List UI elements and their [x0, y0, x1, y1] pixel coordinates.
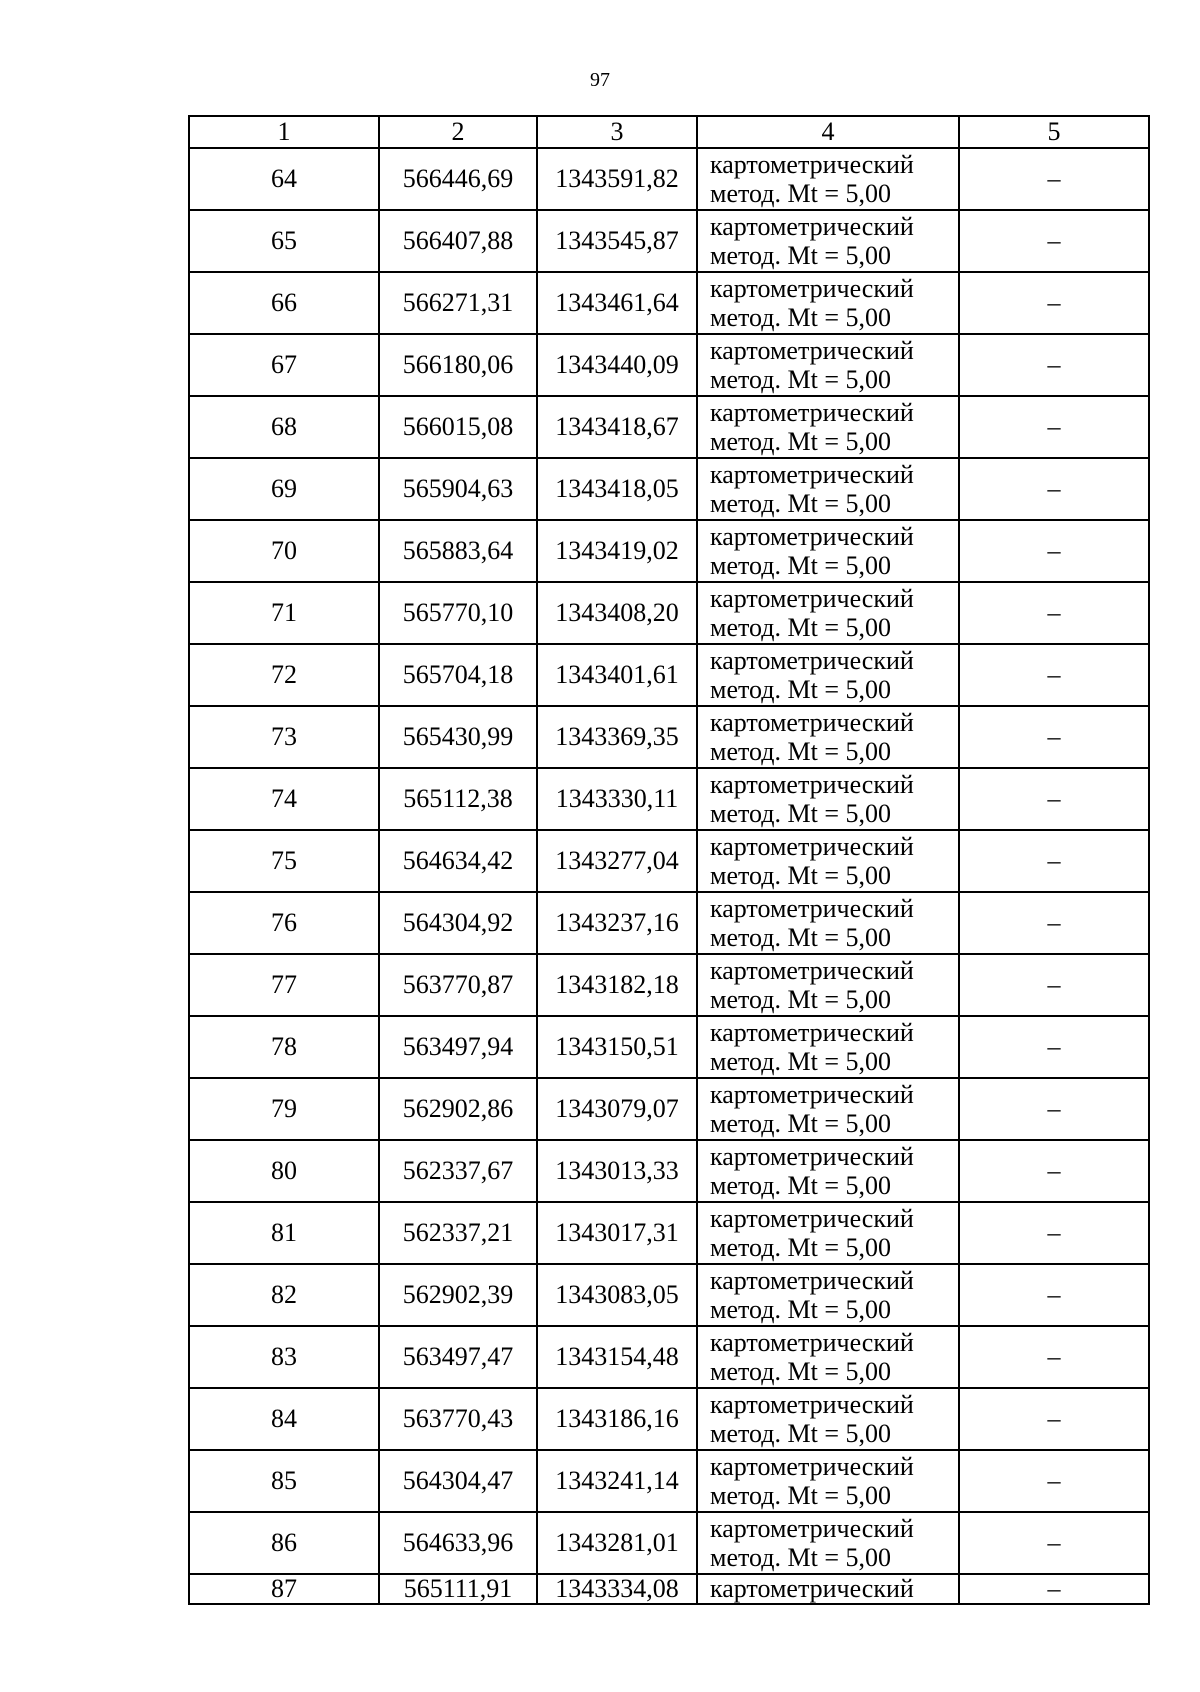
- method-text-line-2: метод. Mt = 5,00: [710, 1295, 891, 1324]
- note-cell: –: [959, 892, 1149, 954]
- table-row: [189, 1326, 1149, 1388]
- x-coordinate-cell: 565883,64: [379, 520, 537, 582]
- table-row: [189, 1388, 1149, 1450]
- x-coordinate-cell: 564634,42: [379, 830, 537, 892]
- method-cell: [697, 458, 959, 520]
- point-number-cell: 85: [189, 1450, 379, 1512]
- x-coordinate-cell: 563770,87: [379, 954, 537, 1016]
- point-number-cell: 78: [189, 1016, 379, 1078]
- x-coordinate-cell: 565430,99: [379, 706, 537, 768]
- method-cell: [697, 1016, 959, 1078]
- method-cell: [697, 582, 959, 644]
- y-coordinate-cell: 1343369,35: [537, 706, 697, 768]
- table-body: [189, 148, 1149, 1604]
- x-coordinate-cell: 563497,47: [379, 1326, 537, 1388]
- method-text-line-1: картометрический: [710, 1266, 914, 1295]
- method-cell: [697, 830, 959, 892]
- x-coordinate-cell: 565904,63: [379, 458, 537, 520]
- y-coordinate-cell: 1343419,02: [537, 520, 697, 582]
- y-coordinate-cell: 1343401,61: [537, 644, 697, 706]
- note-cell: –: [959, 210, 1149, 272]
- table-row: [189, 1016, 1149, 1078]
- x-coordinate-cell: 563497,94: [379, 1016, 537, 1078]
- x-coordinate-cell: 564304,92: [379, 892, 537, 954]
- x-coordinate-cell: 562337,67: [379, 1140, 537, 1202]
- method-cell: [697, 1450, 959, 1512]
- x-coordinate-cell: 566015,08: [379, 396, 537, 458]
- method-cell: [697, 210, 959, 272]
- y-coordinate-cell: 1343330,11: [537, 768, 697, 830]
- y-coordinate-cell: 1343154,48: [537, 1326, 697, 1388]
- point-number-cell: 65: [189, 210, 379, 272]
- note-cell: –: [959, 1512, 1149, 1574]
- method-text-line-2: метод. Mt = 5,00: [710, 427, 891, 456]
- y-coordinate-cell: 1343545,87: [537, 210, 697, 272]
- x-coordinate-cell: 563770,43: [379, 1388, 537, 1450]
- note-cell: –: [959, 954, 1149, 1016]
- method-text-line-2: метод. Mt = 5,00: [710, 1481, 891, 1510]
- method-cell: [697, 1388, 959, 1450]
- method-cell: [697, 334, 959, 396]
- table-row: [189, 458, 1149, 520]
- method-cell: [697, 1140, 959, 1202]
- x-coordinate-cell: 566180,06: [379, 334, 537, 396]
- table-row: [189, 830, 1149, 892]
- point-number-cell: 83: [189, 1326, 379, 1388]
- method-cell: [697, 706, 959, 768]
- method-text-line-1: картометрический: [710, 708, 914, 737]
- method-text-line-2: метод. Mt = 5,00: [710, 1109, 891, 1138]
- y-coordinate-cell: 1343418,67: [537, 396, 697, 458]
- method-text-line-1: картометрический: [710, 956, 914, 985]
- y-coordinate-cell: 1343591,82: [537, 148, 697, 210]
- table-row: [189, 396, 1149, 458]
- note-cell: –: [959, 1450, 1149, 1512]
- y-coordinate-cell: 1343186,16: [537, 1388, 697, 1450]
- page-number: 97: [590, 69, 610, 91]
- column-header-4: 4: [697, 116, 959, 148]
- method-text-line-1: картометрический: [710, 770, 914, 799]
- table-row: [189, 148, 1149, 210]
- table-row: [189, 644, 1149, 706]
- y-coordinate-cell: 1343408,20: [537, 582, 697, 644]
- method-text-line-2: метод. Mt = 5,00: [710, 799, 891, 828]
- table-header: [189, 116, 1149, 148]
- method-cell: [697, 644, 959, 706]
- method-text-line-2: метод. Mt = 5,00: [710, 985, 891, 1014]
- method-cell: [697, 1512, 959, 1574]
- y-coordinate-cell: 1343241,14: [537, 1450, 697, 1512]
- y-coordinate-cell: 1343334,08: [537, 1574, 697, 1604]
- point-number-cell: 75: [189, 830, 379, 892]
- note-cell: –: [959, 272, 1149, 334]
- point-number-cell: 73: [189, 706, 379, 768]
- column-header-1: 1: [189, 116, 379, 148]
- method-text-line-2: метод. Mt = 5,00: [710, 1047, 891, 1076]
- note-cell: –: [959, 644, 1149, 706]
- point-number-cell: 68: [189, 396, 379, 458]
- x-coordinate-cell: 566271,31: [379, 272, 537, 334]
- method-cell: [697, 520, 959, 582]
- point-number-cell: 76: [189, 892, 379, 954]
- note-cell: –: [959, 1016, 1149, 1078]
- method-text-line-1: картометрический: [710, 1328, 914, 1357]
- y-coordinate-cell: 1343182,18: [537, 954, 697, 1016]
- note-cell: –: [959, 706, 1149, 768]
- table-row: [189, 334, 1149, 396]
- table-row: [189, 1202, 1149, 1264]
- method-text-line-2: метод. Mt = 5,00: [710, 1543, 891, 1572]
- method-text-line-2: метод. Mt = 5,00: [710, 1419, 891, 1448]
- method-text-line-1: картометрический: [710, 522, 914, 551]
- method-text-line-1: картометрический: [710, 398, 914, 427]
- table-row: [189, 1078, 1149, 1140]
- method-text-line-2: метод. Mt = 5,00: [710, 179, 891, 208]
- point-number-cell: 69: [189, 458, 379, 520]
- method-text-line-2: метод. Mt = 5,00: [710, 489, 891, 518]
- note-cell: –: [959, 1078, 1149, 1140]
- table-row: [189, 272, 1149, 334]
- method-cell: [697, 148, 959, 210]
- x-coordinate-cell: 566407,88: [379, 210, 537, 272]
- method-text-line-2: метод. Mt = 5,00: [710, 923, 891, 952]
- table-row: [189, 520, 1149, 582]
- x-coordinate-cell: 562902,39: [379, 1264, 537, 1326]
- method-text-line-1: картометрический: [710, 1574, 914, 1603]
- note-cell: –: [959, 1264, 1149, 1326]
- method-text-line-2: метод. Mt = 5,00: [710, 1171, 891, 1200]
- point-number-cell: 71: [189, 582, 379, 644]
- y-coordinate-cell: 1343440,09: [537, 334, 697, 396]
- point-number-cell: 82: [189, 1264, 379, 1326]
- note-cell: –: [959, 1326, 1149, 1388]
- method-text-line-1: картометрический: [710, 584, 914, 613]
- y-coordinate-cell: 1343418,05: [537, 458, 697, 520]
- point-number-cell: 77: [189, 954, 379, 1016]
- method-text-line-1: картометрический: [710, 1514, 914, 1543]
- x-coordinate-cell: 564633,96: [379, 1512, 537, 1574]
- note-cell: –: [959, 830, 1149, 892]
- note-cell: –: [959, 1574, 1149, 1604]
- y-coordinate-cell: 1343150,51: [537, 1016, 697, 1078]
- note-cell: –: [959, 334, 1149, 396]
- method-text-line-1: картометрический: [710, 1390, 914, 1419]
- point-number-cell: 67: [189, 334, 379, 396]
- point-number-cell: 86: [189, 1512, 379, 1574]
- y-coordinate-cell: 1343237,16: [537, 892, 697, 954]
- point-number-cell: 79: [189, 1078, 379, 1140]
- method-text-line-2: метод. Mt = 5,00: [710, 241, 891, 270]
- method-cell: [697, 892, 959, 954]
- method-text-line-2: метод. Mt = 5,00: [710, 737, 891, 766]
- note-cell: –: [959, 1202, 1149, 1264]
- method-cell: [697, 768, 959, 830]
- method-text-line-1: картометрический: [710, 1142, 914, 1171]
- y-coordinate-cell: 1343461,64: [537, 272, 697, 334]
- note-cell: –: [959, 582, 1149, 644]
- note-cell: –: [959, 1140, 1149, 1202]
- x-coordinate-cell: 565111,91: [379, 1574, 537, 1604]
- point-number-cell: 70: [189, 520, 379, 582]
- table-row: [189, 1574, 1149, 1604]
- method-cell: [697, 1574, 959, 1604]
- table-row: [189, 706, 1149, 768]
- point-number-cell: 87: [189, 1574, 379, 1604]
- y-coordinate-cell: 1343017,31: [537, 1202, 697, 1264]
- x-coordinate-cell: 565112,38: [379, 768, 537, 830]
- table-row: [189, 768, 1149, 830]
- note-cell: –: [959, 396, 1149, 458]
- method-text-line-2: метод. Mt = 5,00: [710, 1233, 891, 1262]
- y-coordinate-cell: 1343281,01: [537, 1512, 697, 1574]
- table-row: [189, 582, 1149, 644]
- method-text-line-2: метод. Mt = 5,00: [710, 303, 891, 332]
- table-row: [189, 1450, 1149, 1512]
- point-number-cell: 64: [189, 148, 379, 210]
- method-text-line-1: картометрический: [710, 832, 914, 861]
- method-text-line-1: картометрический: [710, 1452, 914, 1481]
- method-text-line-2: метод. Mt = 5,00: [710, 613, 891, 642]
- method-text-line-2: метод. Mt = 5,00: [710, 1357, 891, 1386]
- method-cell: [697, 1078, 959, 1140]
- point-number-cell: 80: [189, 1140, 379, 1202]
- method-text-line-1: картометрический: [710, 336, 914, 365]
- point-number-cell: 84: [189, 1388, 379, 1450]
- method-text-line-1: картометрический: [710, 212, 914, 241]
- method-text-line-1: картометрический: [710, 274, 914, 303]
- note-cell: –: [959, 148, 1149, 210]
- method-cell: [697, 396, 959, 458]
- y-coordinate-cell: 1343277,04: [537, 830, 697, 892]
- y-coordinate-cell: 1343083,05: [537, 1264, 697, 1326]
- column-header-3: 3: [537, 116, 697, 148]
- method-cell: [697, 954, 959, 1016]
- table-row: [189, 1512, 1149, 1574]
- column-header-2: 2: [379, 116, 537, 148]
- x-coordinate-cell: 565704,18: [379, 644, 537, 706]
- method-text-line-1: картометрический: [710, 460, 914, 489]
- method-text-line-2: метод. Mt = 5,00: [710, 365, 891, 394]
- table-row: [189, 892, 1149, 954]
- method-cell: [697, 1264, 959, 1326]
- method-text-line-1: картометрический: [710, 894, 914, 923]
- header-row: [189, 116, 1149, 148]
- method-text-line-1: картометрический: [710, 1080, 914, 1109]
- method-text-line-1: картометрический: [710, 1204, 914, 1233]
- x-coordinate-cell: 564304,47: [379, 1450, 537, 1512]
- x-coordinate-cell: 566446,69: [379, 148, 537, 210]
- note-cell: –: [959, 520, 1149, 582]
- x-coordinate-cell: 562902,86: [379, 1078, 537, 1140]
- table-row: [189, 1140, 1149, 1202]
- point-number-cell: 81: [189, 1202, 379, 1264]
- point-number-cell: 72: [189, 644, 379, 706]
- point-number-cell: 66: [189, 272, 379, 334]
- x-coordinate-cell: 565770,10: [379, 582, 537, 644]
- method-text-line-1: картометрический: [710, 646, 914, 675]
- method-cell: [697, 1326, 959, 1388]
- coordinates-table: [188, 115, 1150, 1605]
- method-text-line-1: картометрический: [710, 150, 914, 179]
- method-cell: [697, 1202, 959, 1264]
- method-cell: [697, 272, 959, 334]
- table-row: [189, 954, 1149, 1016]
- method-text-line-2: метод. Mt = 5,00: [710, 551, 891, 580]
- y-coordinate-cell: 1343079,07: [537, 1078, 697, 1140]
- method-text-line-2: метод. Mt = 5,00: [710, 675, 891, 704]
- note-cell: –: [959, 768, 1149, 830]
- method-text-line-1: картометрический: [710, 1018, 914, 1047]
- y-coordinate-cell: 1343013,33: [537, 1140, 697, 1202]
- table-row: [189, 210, 1149, 272]
- note-cell: –: [959, 458, 1149, 520]
- table-row: [189, 1264, 1149, 1326]
- point-number-cell: 74: [189, 768, 379, 830]
- note-cell: –: [959, 1388, 1149, 1450]
- column-header-5: 5: [959, 116, 1149, 148]
- method-text-line-2: метод. Mt = 5,00: [710, 861, 891, 890]
- x-coordinate-cell: 562337,21: [379, 1202, 537, 1264]
